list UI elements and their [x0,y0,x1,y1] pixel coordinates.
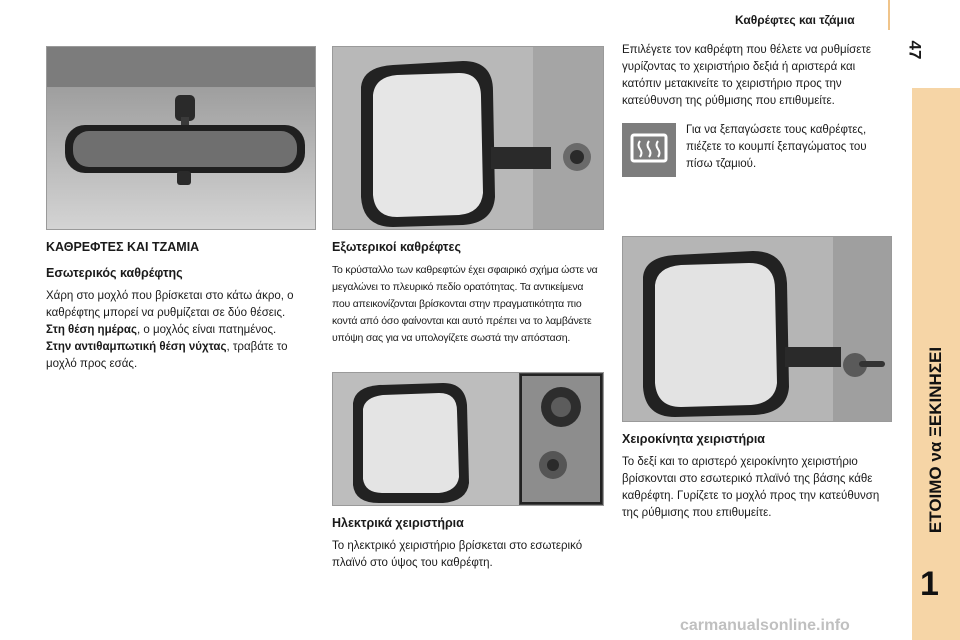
chapter-label: ΕΤΟΙΜΟ να ΞΕΚΙΝΗΣΕΙ [926,346,945,534]
day-position-label: Στη θέση ημέρας [46,324,137,336]
exterior-mirror-photo [332,46,604,230]
header-divider [888,0,890,30]
mirror-select-text: Επιλέγετε τον καθρέφτη που θέλετε να ρυθμίσετε γυρίζοντας το χειριστήριο δεξιά ή αριστερά και κατόπιν μετακινείτε το χειριστήριο προς την κατεύθυνση της ρύθμισης που επιθυμείτε. [622,44,872,107]
night-position-text: , τραβάτε το μοχλό προς εσάς. [46,341,288,370]
watermark: carmanualsonline.info [680,617,850,634]
electric-control-photo [332,372,604,506]
electric-controls-title: Ηλεκτρικά χειριστήρια [332,516,464,530]
interior-mirror-title: Εσωτερικός καθρέφτης [46,266,183,280]
interior-mirror-photo [46,46,316,230]
defrost-text: Για να ξεπαγώσετε τους καθρέφτες, πιέζετε το κουμπί ξεπαγώματος του πίσω τζαμιού. [686,124,867,170]
day-position-para [46,322,316,339]
rear-defrost-icon [622,123,676,177]
page-number: 47 [905,40,925,60]
exterior-mirrors-title: Εξωτερικοί καθρέφτες [332,240,461,254]
interior-mirror-para: Χάρη στο μοχλό που βρίσκεται στο κάτω άκρο, ο καθρέφτης μπορεί να ρυθμίζεται σε δύο θέσεις. [46,290,294,319]
interior-mirror-body [46,288,316,373]
chapter-number: 1 [920,565,939,603]
section-title: ΚΑΘΡΕΦΤΕΣ ΚΑΙ ΤΖΑΜΙΑ [46,240,200,254]
manual-controls-text: Το δεξί και το αριστερό χειροκίνητο χειριστήριο βρίσκονται στο εσωτερικό πλαϊνό της βάσης κάθε καθρέφτη. Γυρίζετε το μοχλό προς την κατεύθυνση της ρύθμισης που επιθυμείτε. [622,456,880,519]
manual-control-photo [622,236,892,422]
manual-controls-title: Χειροκίνητα χειριστήρια [622,432,765,446]
night-position-label: Στην αντιθαμπωτική θέση νύχτας [46,341,227,353]
electric-controls-text: Το ηλεκτρικό χειριστήριο βρίσκεται στο εσωτερικό πλαϊνό στο ύψος του καθρέφτη. [332,540,583,569]
day-position-text: , ο μοχλός είναι πατημένος. [136,324,277,336]
exterior-mirrors-text: Το κρύσταλλο των καθρεφτών έχει σφαιρικό σχήμα ώστε να μεγαλώνει το πλευρικό πεδίο ορατότητας. Τα αντικείμενα που απεικονίζονται βρίσκονται στην πραγματικότητα πιο κοντά από όσο φαίνονται και αυτό πρέπει να το λαμβάνετε υπόψη σας για να υπολογίζετε σωστά την απόσταση. [332,264,598,344]
night-position-para [46,339,316,373]
page-header-title: Καθρέφτες και τζάμια [735,13,855,27]
